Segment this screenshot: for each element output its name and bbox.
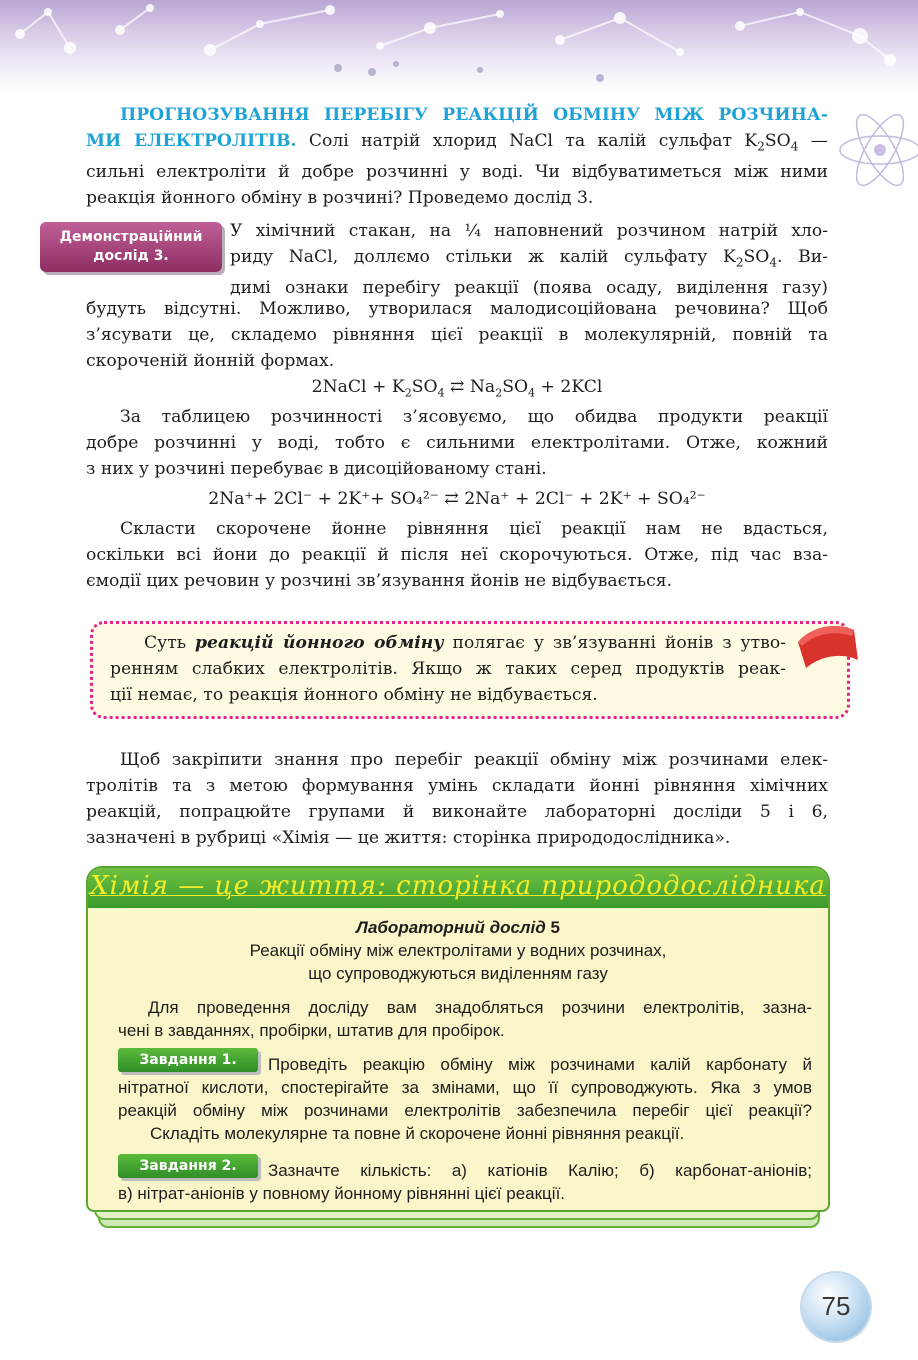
intro-line-4: реакція йонного обміну в розчині? Проведемо дослід 3. [86, 188, 594, 209]
badge-line-1: Демонстраційний [59, 229, 203, 245]
demo-line-5: з’ясувати це, складемо рівняння цієї реакції в молекулярній, повній та [86, 325, 828, 345]
group-work-paragraph [86, 747, 828, 851]
molecule-decoration-icon [0, 0, 918, 95]
demo-line-2: риду NaCl, доллємо стільки ж калій сульфату $K_2SO_4$. Ви- [230, 247, 828, 270]
key-term: реакцій йонного обміну [195, 633, 444, 653]
ionic-equation: 2Na⁺+ 2Cl⁻ + 2K⁺+ SO₄²⁻ ⇄ 2Na⁺ + 2Cl⁻ + 2K⁺ + SO₄²⁻ [208, 489, 706, 509]
para2-line-3: з них у розчині перебуває в дисоційованому стані. [86, 459, 547, 479]
task2-line-1: Зазначте кількість: а) катіонів Калію; б) карбонат-аніонів; [268, 1161, 812, 1180]
demo-line-6: скороченій йонній формах. [86, 351, 335, 371]
para4-line-2: тролітів та з метою формування умінь складати йонні рівняння хімічних [86, 776, 828, 796]
intro-line-3: сильні електроліти й добре розчинні у воді. Чи відбуватиметься між ними [86, 162, 828, 183]
page-number: 75 [802, 1273, 870, 1341]
lab-intro-line-2: чені в завданнях, пробірки, штатив для пробірок. [118, 1021, 505, 1040]
para2-line-1: За таблицею розчинності з’ясовуємо, що обидва продукти реакції [120, 407, 828, 427]
note-line-1: Суть реакцій йонного обміну полягає у зв’язуванні йонів з утво- [144, 633, 786, 653]
para2-line-2: добре розчинні у воді, тобто є сильними електролітами. Отже, кожний [86, 433, 828, 453]
demo-description [230, 218, 828, 301]
task1-line-3: реакцій обміну між розчинами електролітів забезпечила перебіг цієї реакції? [118, 1101, 812, 1120]
task1-line-4: Складіть молекулярне та повне й скорочене йонні рівняння реакції. [150, 1124, 685, 1143]
demo-line-3: димі ознаки перебігу реакції (поява осаду, виділення газу) [230, 278, 828, 299]
key-rule-text [110, 630, 786, 708]
para3-line-3: ємодії цих речовин у розчині зв’язування йонів не відбувається. [86, 571, 673, 591]
task2-line-2: в) нітрат-аніонів у повному йонному рівнянні цієї реакції. [118, 1184, 566, 1203]
atom-decoration-icon [830, 95, 918, 205]
task1-line-2: нітратної кислоти, спостерігайте за змінами, що її супроводжують. Яка з умов [118, 1078, 812, 1097]
badge-line-2: дослід 3. [93, 248, 169, 264]
molecular-equation: 2NaCl + $K_2SO_4$ ⇄ $Na_2SO_4 + 2KCl$ [311, 377, 603, 400]
lab-intro-line-1: Для проведення досліду вам знадобляться розчини електролітів, зазна- [148, 998, 812, 1017]
lab-subtitle-1: Реакції обміну між електролітами у водних розчинах, [249, 941, 667, 960]
intro-text: Солі натрій хлорид NaCl та калій сульфат $K_2SO_4$ — [308, 131, 828, 154]
para3-line-1: Скласти скорочене йонне рівняння цієї реакції нам не вдасться, [120, 519, 828, 539]
para4-line-3: реакцій, попрацюйте групами й виконайте лабораторні досліди 5 і 6, [86, 802, 828, 822]
lab-title-block [88, 916, 828, 985]
demo-continuation [86, 296, 828, 374]
demo-line-1: У хімічний стакан, на ¼ наповнений розчином натрій хло- [230, 221, 828, 241]
para4-line-4: зазначені в рубриці «Хімія — це життя: сторінка природодослідника». [86, 828, 731, 848]
task-2-text [118, 1159, 812, 1205]
lab-title: Лабораторний дослід 5 [356, 918, 560, 937]
section-heading-part2: МИ ЕЛЕКТРОЛІТІВ. [86, 131, 297, 151]
para3-line-2: оскільки всі йони до реакції й після неї скорочуються. Отже, під час вза- [86, 545, 828, 565]
lab-intro [118, 996, 812, 1042]
solubility-paragraph [86, 404, 828, 482]
demo-experiment-badge [40, 222, 222, 272]
bookmark-ribbon-icon [792, 612, 862, 672]
task-1-label: Завдання 1. [118, 1048, 258, 1072]
conclusion-paragraph [86, 516, 828, 594]
task-1-text [118, 1053, 812, 1145]
lab-experiment-box [86, 866, 830, 1212]
intro-paragraph [86, 102, 828, 211]
lab-rubric-title: Хімія — це життя: сторінка природодослідника [90, 871, 826, 901]
note-line-2: ренням слабких електролітів. Якщо ж таких серед продуктів реак- [110, 659, 786, 679]
section-heading-part1: ПРОГНОЗУВАННЯ ПЕРЕБІГУ РЕАКЦІЙ ОБМІНУ МІЖ РОЗЧИНА- [120, 105, 828, 125]
lab-subtitle-2: що супроводжуються виділенням газу [308, 964, 608, 983]
lab-header-bar [88, 868, 828, 908]
demo-line-4: будуть відсутні. Можливо, утворилася малодисоційована речовина? Щоб [86, 299, 828, 319]
task-2-label: Завдання 2. [118, 1154, 258, 1178]
para4-line-1: Щоб закріпити знання про перебіг реакції обміну між розчинами елек- [120, 750, 828, 770]
note-line-3: ції немає, то реакція йонного обміну не відбувається. [110, 685, 598, 705]
task1-line-1: Проведіть реакцію обміну між розчинами калій карбонату й [268, 1055, 812, 1074]
